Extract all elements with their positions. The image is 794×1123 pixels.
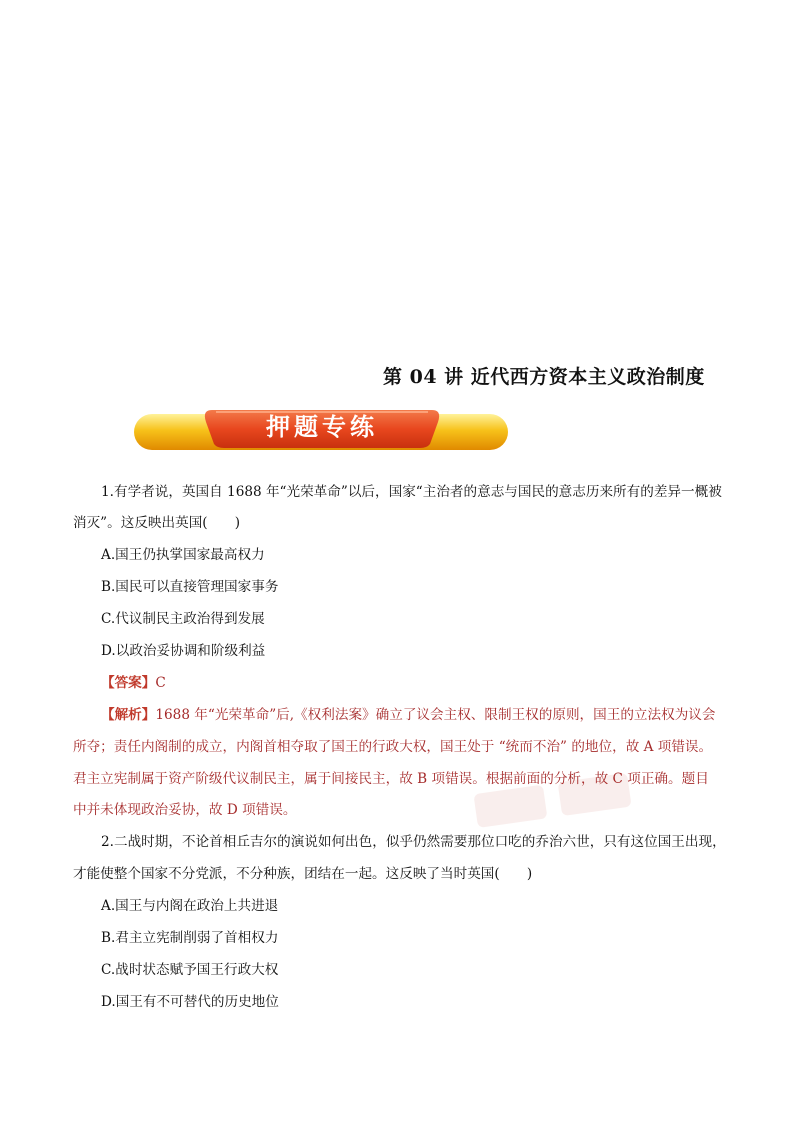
q1-option-c: C.代议制民主政治得到发展 <box>101 611 265 627</box>
analysis-text-1: 1688 年“光荣革命”后,《权利法案》确立了议会主权、限制王权的原则，国王的立法权为议会 <box>155 707 716 723</box>
section-banner <box>132 408 510 453</box>
q2-option-a: A.国王与内阁在政治上共进退 <box>101 898 279 914</box>
q1-stem-line1: 1.有学者说，英国自 1688 年“光荣革命”以后，国家“主治者的意志与国民的意志历来所有的差异一概被 <box>101 484 722 500</box>
q1-option-a: A.国王仍执掌国家最高权力 <box>101 547 265 563</box>
q2-stem-line2: 才能使整个国家不分党派，不分种族，团结在一起。这反映了当时英国( ) <box>73 866 533 882</box>
page-title: 第 04 讲 近代西方资本主义政治制度 <box>383 366 705 388</box>
q2-option-b: B.君主立宪制削弱了首相权力 <box>101 930 279 946</box>
answer-label: 【答案】 <box>101 675 156 691</box>
analysis-label: 【解析】 <box>101 707 156 723</box>
q1-stem-line2: 消灭”。这反映出英国( ) <box>73 515 241 531</box>
q1-analysis-line4: 中并未体现政治妥协，故 D 项错误。 <box>73 802 297 818</box>
banner-label: 押题专练 <box>266 413 378 441</box>
q1-option-d: D.以政治妥协调和阶级利益 <box>101 643 266 659</box>
q1-analysis-line3: 君主立宪制属于资产阶级代议制民主，属于间接民主，故 B 项错误。根据前面的分析，故 C 项正确。题目 <box>73 771 709 787</box>
q1-option-b: B.国民可以直接管理国家事务 <box>101 579 279 595</box>
q2-stem-line1: 2.二战时期，不论首相丘吉尔的演说如何出色，似乎仍然需要那位口吃的乔治六世，只有这位国王出现， <box>101 834 726 850</box>
q1-analysis-line1 <box>101 705 715 725</box>
answer-value: C <box>155 675 166 691</box>
q1-analysis-line2: 所夺；责任内阁制的成立，内阁首相夺取了国王的行政大权，国王处于 “统而不治” 的地位，故 A 项错误。 <box>73 739 713 755</box>
q1-answer <box>101 673 166 693</box>
q2-option-d: D.国王有不可替代的历史地位 <box>101 994 279 1010</box>
q2-option-c: C.战时状态赋予国王行政大权 <box>101 962 279 978</box>
